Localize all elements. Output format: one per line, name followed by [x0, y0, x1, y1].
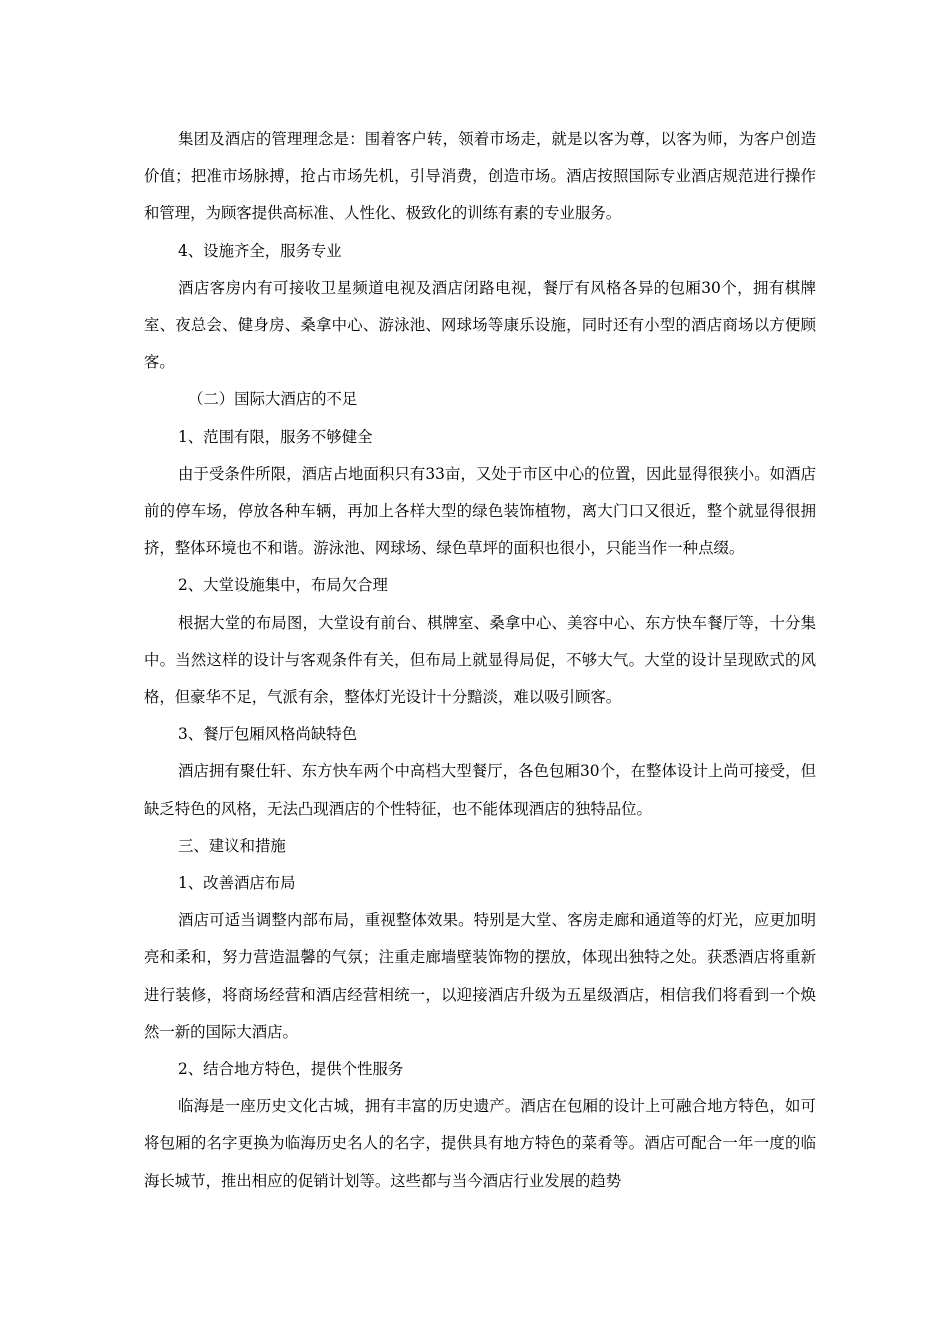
- paragraph-private-rooms: 酒店拥有聚仕轩、东方快车两个中高档大型餐厅，各色包厢30个，在整体设计上尚可接受，但缺乏特色的风格，无法凸现酒店的个性特征，也不能体现酒店的独特品位。: [144, 762, 816, 818]
- heading-suggestions: 三、建议和措施: [178, 836, 286, 855]
- paragraph-lobby-layout: 根据大堂的布局图，大堂设有前台、棋牌室、桑拿中心、美容中心、东方快车餐厅等，十分集中。当然这样的设计与客观条件有关，但布局上就显得局促，不够大气。大堂的设计呈现欧式的风格，但豪华不足，气派有余，整体灯光设计十分黯淡，难以吸引顾客。: [144, 613, 816, 707]
- heading-lobby-layout: 2、大堂设施集中，布局欠合理: [178, 576, 388, 595]
- heading-limited-scope: 1、范围有限，服务不够健全: [178, 427, 373, 446]
- document-body: [144, 121, 816, 1200]
- paragraph-limited-scope: 由于受条件所限，酒店占地面积只有33亩，又处于市区中心的位置，因此显得很狭小。如酒店前的停车场，停放各种车辆，再加上各样大型的绿色装饰植物，离大门口又很近，整个就显得很拥挤，整体环境也不和谐。游泳池、网球场、绿色草坪的面积也很小，只能当作一种点缀。: [144, 464, 816, 558]
- paragraph-facilities: 酒店客房内有可接收卫星频道电视及酒店闭路电视，餐厅有风格各异的包厢30个，拥有棋牌室、夜总会、健身房、桑拿中心、游泳池、网球场等康乐设施，同时还有小型的酒店商场以方便顾客。: [144, 278, 816, 372]
- heading-local-features: 2、结合地方特色，提供个性服务: [178, 1060, 404, 1079]
- heading-private-rooms: 3、餐厅包厢风格尚缺特色: [178, 725, 358, 744]
- heading-improve-layout: 1、改善酒店布局: [178, 874, 296, 893]
- paragraph-local-features: 临海是一座历史文化古城，拥有丰富的历史遗产。酒店在包厢的设计上可融合地方特色，如可将包厢的名字更换为临海历史名人的名字，提供具有地方特色的菜肴等。酒店可配合一年一度的临海长城节，推出相应的促销计划等。这些都与当今酒店行业发展的趋势: [144, 1097, 816, 1190]
- heading-shortcomings: （二）国际大酒店的不足: [188, 390, 358, 409]
- paragraph-improve-layout: 酒店可适当调整内部布局，重视整体效果。特别是大堂、客房走廊和通道等的灯光，应更加明亮和柔和，努力营造温馨的气氛；注重走廊墙壁装饰物的摆放，体现出独特之处。获悉酒店将重新进行装修，将商场经营和酒店经营相统一，以迎接酒店升级为五星级酒店，相信我们将看到一个焕然一新的国际大酒店。: [144, 911, 816, 1041]
- paragraph-management-philosophy: 集团及酒店的管理理念是：围着客户转，领着市场走，就是以客为尊，以客为师，为客户创造价值；把准市场脉搏，抢占市场先机，引导消费，创造市场。酒店按照国际专业酒店规范进行操作和管理，为顾客提供高标准、人性化、极致化的训练有素的专业服务。: [144, 130, 816, 223]
- heading-facilities: 4、设施齐全，服务专业: [178, 241, 342, 260]
